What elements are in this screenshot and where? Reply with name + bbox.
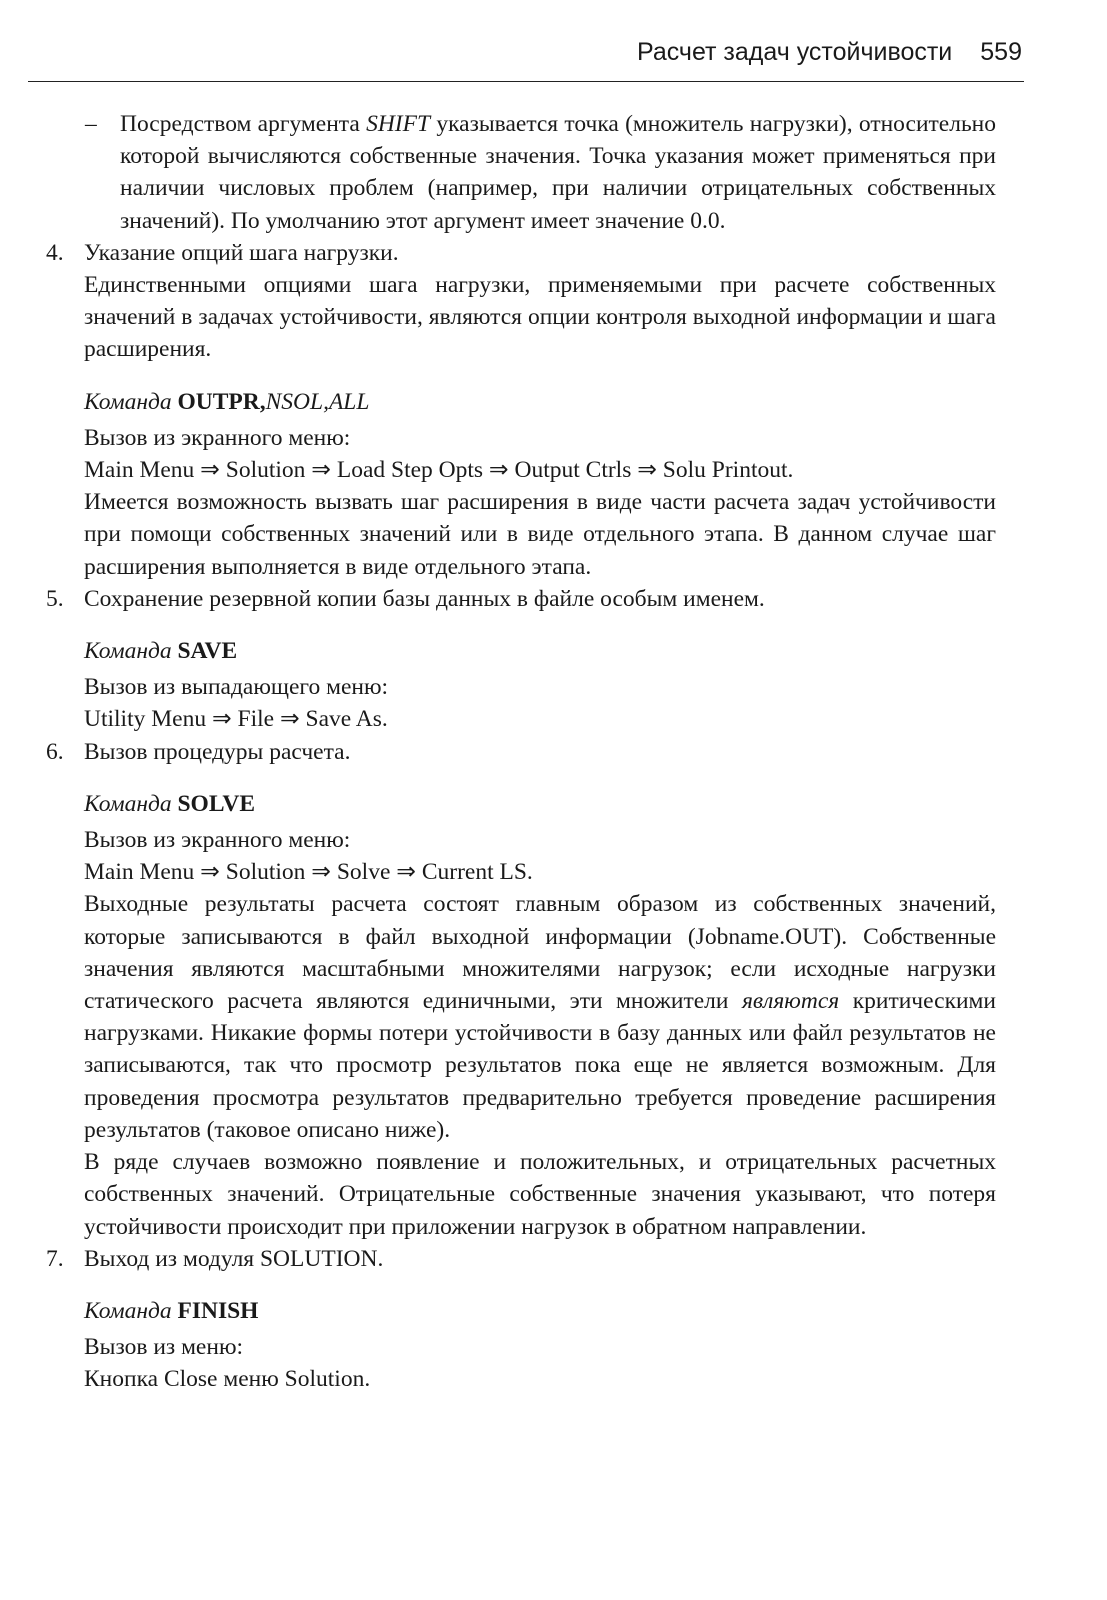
step-7-call: Вызов из меню: (84, 1334, 244, 1361)
step-6-title: 6. Вызов процедуры расчета. (0, 736, 996, 768)
page-number: 559 (980, 38, 1022, 66)
shift-bullet: – Посредством аргумента SHIFT указывается точка (множитель нагрузки), относительно которой вычисляются собственные значения. Точка указания может применяться при наличии числовых проблем (например, при наличии отрицательных собственных значений). По умолчанию этот аргумент имеет значение 0.0. (0, 108, 996, 237)
step-6-command: Команда SOLVE (84, 790, 255, 817)
step-number: 7. (46, 1245, 64, 1272)
step-7-menu-path: Кнопка Close меню Solution. (84, 1366, 371, 1393)
step-7-command: Команда FINISH (84, 1297, 259, 1324)
chapter-title: Расчет задач устойчивости (636, 38, 953, 66)
step-number: 6. (46, 738, 64, 765)
step-4-note: Имеется возможность вызвать шаг расширения в виде части расчета задач устойчивости при помощи собственных значений или в виде отдельного этапа. В данном случае шаг расширения выполняется в виде отдельного этапа. (84, 489, 996, 580)
step-5-title: 5. Сохранение резервной копии базы данных в файле особым именем. (0, 583, 996, 615)
step-4-text: Единственными опциями шага нагрузки, применяемыми при расчете собственных значений в задачах устойчивости, являются опции контроля выходной информации и шага расширения. (84, 272, 996, 363)
step-4-menu-path: Main Menu ⇒ Solution ⇒ Load Step Opts ⇒ Output Ctrls ⇒ Solu Printout. (84, 457, 794, 484)
shift-arg: SHIFT (366, 111, 431, 137)
step-5-menu-path: Utility Menu ⇒ File ⇒ Save As. (84, 706, 388, 733)
step-7-title: 7. Выход из модуля SOLUTION. (0, 1243, 996, 1275)
step-5-command: Команда SAVE (84, 638, 238, 665)
step-4-call: Вызов из экранного меню: (84, 424, 351, 451)
step-6-call: Вызов из экранного меню: (84, 827, 351, 854)
header-rule (28, 81, 1024, 82)
step-4-title: 4. Указание опций шага нагрузки. (0, 237, 996, 269)
page-body (0, 108, 1107, 1396)
running-header (0, 38, 1022, 67)
step-6-paragraph-2: В ряде случаев возможно появление и положительных, и отрицательных расчетных собственных значений. Отрицательные собственные значения указывают, что потеря устойчивости происходит при приложении нагрузок в обратном направлении. (84, 1149, 996, 1240)
step-4-command: Команда OUTPR,NSOL,ALL (84, 388, 370, 415)
bullet-dash: – (85, 111, 97, 137)
step-number: 5. (46, 585, 64, 612)
step-6-menu-path: Main Menu ⇒ Solution ⇒ Solve ⇒ Current LS. (84, 859, 533, 886)
step-number: 4. (46, 239, 64, 266)
step-6-paragraph-1: Выходные результаты расчета состоят главным образом из собственных значений, которые записываются в файл выходной информации (Jobname.OUT). Собственные значения являются масштабными множителями нагрузок; если исходные нагрузки статического расчета являются единичными, эти множители являются критическими нагрузками. Никакие формы потери устойчивости в базу данных или файл результатов не записываются, так что просмотр результатов пока еще не является возможным. Для проведения просмотра результатов предварительно требуется проведение расширения результатов (таковое описано ниже). (84, 891, 997, 1143)
step-5-call: Вызов из выпадающего меню: (84, 674, 389, 701)
